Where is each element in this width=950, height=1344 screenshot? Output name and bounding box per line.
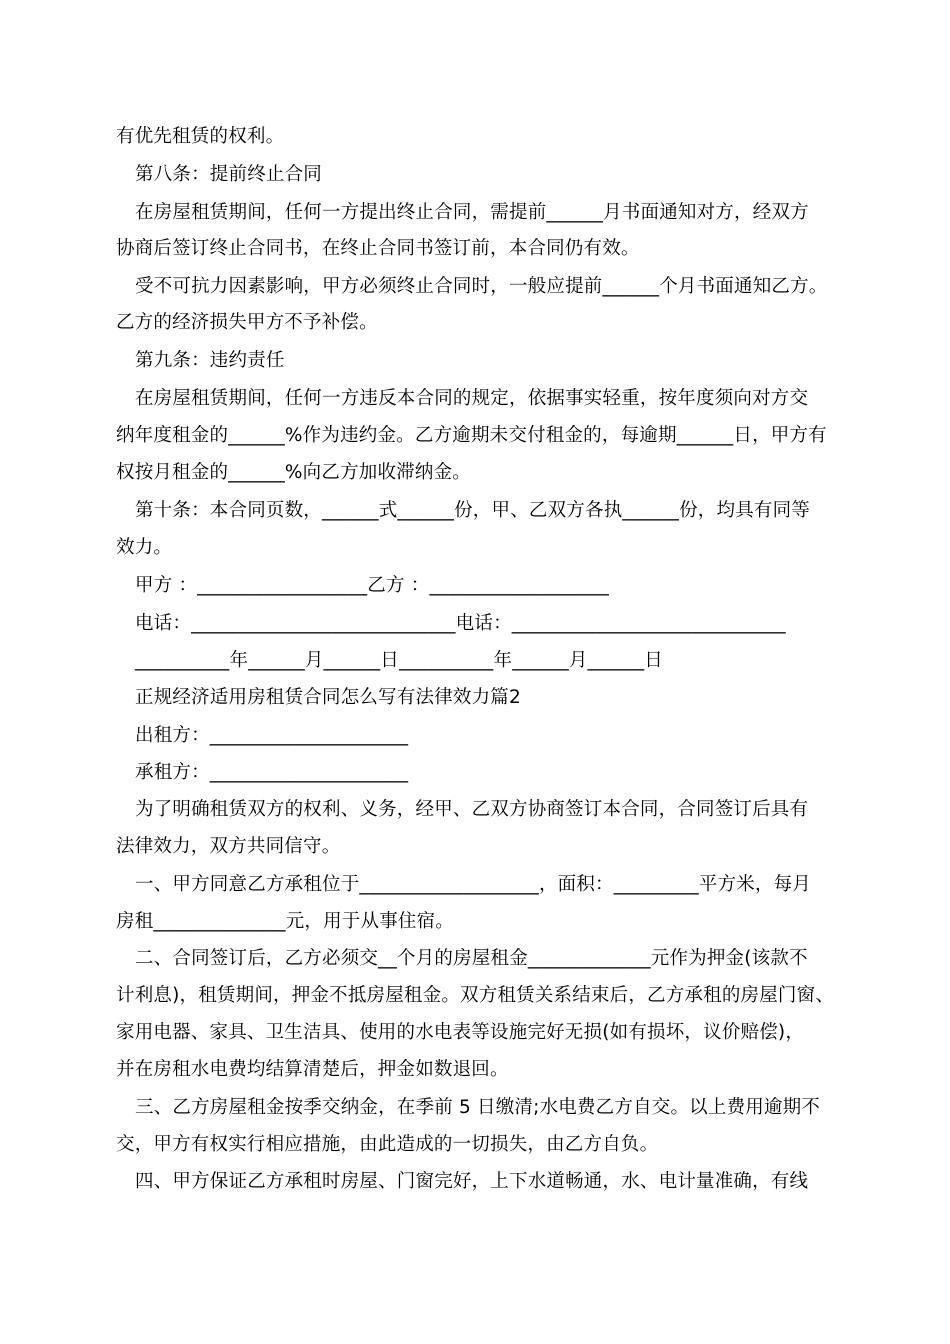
text-line: 效力。	[116, 537, 173, 558]
signature-line: 甲方 ：__________________乙方 ：___________________	[135, 575, 610, 596]
text-line: 房租______________元，用于从事住宿。	[116, 911, 455, 932]
date-line: __________年______月______日__________年______月______日	[135, 650, 664, 671]
section-title: 正规经济适用房租赁合同怎么写有法律效力篇2	[135, 687, 521, 708]
phone-line: 电话：____________________________电话：_____________________________	[135, 613, 786, 634]
text-line: 三、乙方房屋租金按季交纳金，在季前 5 日缴清;水电费乙方自交。以上费用逾期不	[135, 1097, 821, 1118]
text-line: 在房屋租赁期间，任何一方提出终止合同，需提前______月书面通知对方，经双方	[135, 202, 809, 223]
text-line: 并在房租水电费均结算清楚后，押金如数退回。	[116, 1059, 509, 1080]
lessor-line: 出租方：_____________________	[135, 725, 409, 746]
text-line: 四、甲方保证乙方承租时房屋、门窗完好，上下水道畅通，水、电计量准确，有线	[135, 1171, 809, 1192]
text-line: 家用电器、家具、卫生洁具、使用的水电表等设施完好无损(如有损坏，议价赔偿)，	[116, 1022, 805, 1043]
text-line: 法律效力，双方共同信守。	[116, 836, 341, 857]
text-line: 为了明确租赁双方的权利、义务，经甲、乙双方协商签订本合同，合同签订后具有	[135, 799, 809, 820]
text-line: 协商后签订终止合同书，在终止合同书签订前，本合同仍有效。	[116, 238, 640, 259]
text-line: 在房屋租赁期间，任何一方违反本合同的规定，依据事实轻重，按年度须向对方交	[135, 388, 809, 409]
text-line: 二、合同签订后，乙方必须交__个月的房屋租金_____________元作为押金(该款不	[135, 948, 808, 969]
text-line: 交，甲方有权实行相应措施，由此造成的一切损失，由乙方自负。	[116, 1134, 659, 1155]
text-line: 第十条：本合同页数，______式______份，甲、乙双方各执______份，均具有同等	[135, 500, 811, 521]
text-line: 计利息)，租赁期间，押金不抵房屋租金。双方租赁关系结束后，乙方承租的房屋门窗、	[116, 985, 835, 1006]
text-line: 一、甲方同意乙方承租位于___________________，面积：_________平方米，每月	[135, 874, 812, 895]
text-line: 权按月租金的______%向乙方加收滞纳金。	[116, 462, 471, 483]
article-heading: 第九条：违约责任	[135, 350, 285, 371]
text-line: 受不可抗力因素影响，甲方必须终止合同时，一般应提前______个月书面通知乙方。	[135, 276, 828, 297]
text-line: 乙方的经济损失甲方不予补偿。	[116, 312, 378, 333]
article-heading: 第八条：提前终止合同	[135, 164, 323, 185]
lessee-line: 承租方：_____________________	[135, 762, 409, 783]
text-line: 纳年度租金的______%作为违约金。乙方逾期未交付租金的，每逾期______日，甲方有	[116, 425, 827, 446]
text-line: 有优先租赁的权利。	[116, 126, 285, 147]
